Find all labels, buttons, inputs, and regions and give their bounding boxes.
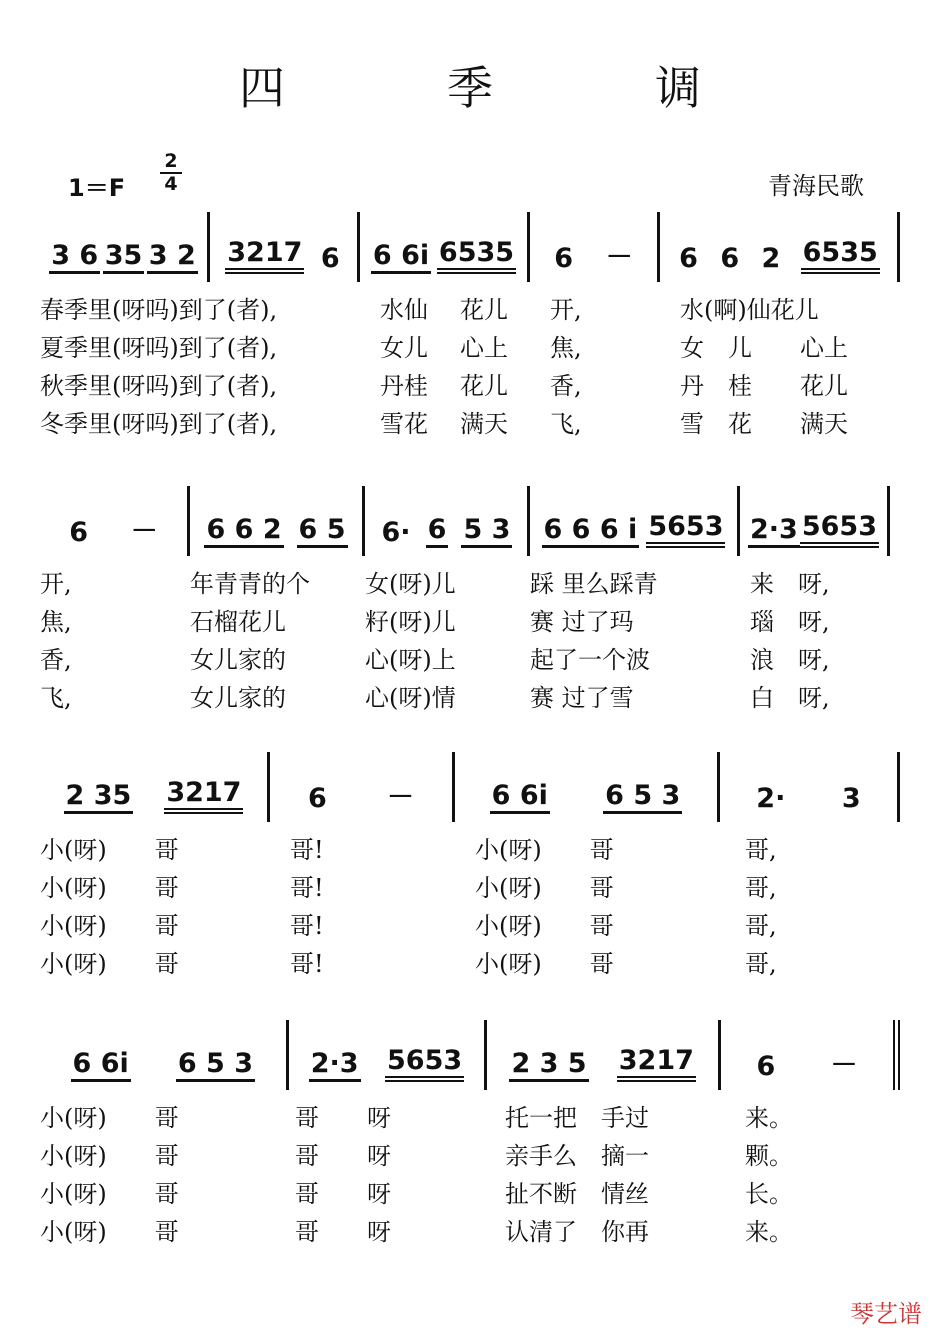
lyric: 花儿 — [460, 295, 508, 324]
measure — [487, 1020, 721, 1090]
lyric: 赛 过了玛 — [530, 607, 634, 636]
notation-line — [40, 752, 900, 822]
lyric: 女儿家的 — [190, 645, 286, 674]
score-system-3 — [40, 752, 900, 980]
note-group: 6535 — [801, 237, 880, 274]
lyrics-block — [40, 288, 900, 440]
note: 6 — [720, 243, 740, 274]
lyric: 小(呀) 哥 — [40, 873, 179, 902]
time-signature — [160, 152, 182, 194]
lyric: 满天 — [460, 409, 508, 438]
lyric: 认清了 你再 — [505, 1217, 649, 1246]
measure — [40, 752, 270, 822]
lyric: 颗。 — [745, 1141, 793, 1170]
lyric: 香, — [550, 371, 582, 400]
lyric: 哥! — [290, 911, 324, 940]
lyric: 丹 桂 花儿 — [680, 371, 848, 400]
lyric: 小(呀) 哥 — [40, 1179, 179, 1208]
lyric: 小(呀) 哥 — [475, 835, 614, 864]
note-group: 5 3 — [461, 514, 512, 548]
notation-line — [40, 212, 900, 282]
lyric: 焦, — [40, 607, 72, 636]
note-group: 6 6 6 i — [542, 514, 640, 548]
lyric: 女 儿 心上 — [680, 333, 848, 362]
note-group: 3217 — [225, 237, 304, 274]
lyric: 心(呀)上 — [365, 645, 456, 674]
time-signature-top: 2 — [164, 150, 178, 172]
lyric: 雪花 — [380, 409, 428, 438]
measure — [530, 212, 660, 282]
lyric: 来。 — [745, 1103, 793, 1132]
lyric-row — [40, 562, 900, 600]
note-group: 2·3 — [309, 1048, 361, 1082]
lyric: 开, — [550, 295, 582, 324]
song-origin: 青海民歌 — [768, 172, 864, 200]
lyric-row — [40, 364, 900, 402]
lyric-row — [40, 600, 900, 638]
lyric: 雪 花 满天 — [680, 409, 848, 438]
note-group: 6 — [426, 514, 449, 548]
measure — [740, 486, 890, 556]
lyric: 托一把 手过 — [505, 1103, 649, 1132]
note-group: 3 6 — [49, 240, 100, 274]
note: 2 — [761, 243, 781, 274]
lyric: 夏季里(呀吗)到了(者), — [40, 333, 278, 362]
measure — [720, 752, 900, 822]
lyric: 小(呀) 哥 — [40, 1217, 179, 1246]
dash: － — [386, 782, 414, 813]
lyric: 哥, — [745, 949, 777, 978]
lyric: 小(呀) 哥 — [475, 873, 614, 902]
note-group: 2 35 — [64, 780, 134, 814]
measure — [190, 486, 365, 556]
lyric: 飞, — [550, 409, 582, 438]
lyric-row — [40, 1096, 900, 1134]
measure — [40, 1020, 289, 1090]
lyric: 小(呀) 哥 — [475, 911, 614, 940]
lyric: 瑙 呀, — [750, 607, 830, 636]
measure — [210, 212, 360, 282]
lyric: 女(呀)儿 — [365, 569, 456, 598]
lyric: 赛 过了雪 — [530, 683, 634, 712]
note-group: 6 6 2 — [204, 514, 283, 548]
lyric: 浪 呀, — [750, 645, 830, 674]
note: 6 — [320, 243, 340, 274]
dash: － — [130, 516, 158, 547]
lyric: 哥, — [745, 873, 777, 902]
lyric: 小(呀) 哥 — [475, 949, 614, 978]
lyric: 扯不断 情丝 — [505, 1179, 649, 1208]
lyric: 开, — [40, 569, 72, 598]
lyric: 心(呀)情 — [365, 683, 456, 712]
score-system-1 — [40, 212, 900, 440]
lyric: 小(呀) 哥 — [40, 949, 179, 978]
note-group: 3217 — [617, 1045, 696, 1082]
lyric: 水(啊)仙花儿 — [680, 295, 819, 324]
lyric: 白 呀, — [750, 683, 830, 712]
lyric: 心上 — [460, 333, 508, 362]
key-signature: 1＝F — [68, 174, 126, 202]
lyric: 石榴花儿 — [190, 607, 286, 636]
lyric: 水仙 — [380, 295, 428, 324]
lyric-row — [40, 828, 900, 866]
dash: － — [830, 1050, 858, 1081]
song-title: 四 季 调 — [239, 61, 759, 115]
note-group: 6 6i — [71, 1048, 131, 1082]
notation-line — [40, 486, 900, 556]
dash: － — [605, 242, 633, 273]
note: 6 — [308, 783, 327, 814]
lyric-row — [40, 638, 900, 676]
note-group: 6535 — [437, 237, 516, 274]
lyric: 来 呀, — [750, 569, 830, 598]
note-group: 6 5 3 — [603, 780, 682, 814]
lyric-row — [40, 866, 900, 904]
watermark-logo: 琴艺谱 — [850, 1300, 922, 1328]
note-group: 5653 — [800, 511, 879, 548]
lyric: 小(呀) 哥 — [40, 911, 179, 940]
measure — [365, 486, 530, 556]
lyric: 焦, — [550, 333, 582, 362]
lyric: 哥, — [745, 911, 777, 940]
note: 6 — [679, 243, 698, 274]
lyric: 春季里(呀吗)到了(者), — [40, 295, 278, 324]
lyric: 长。 — [745, 1179, 793, 1208]
note-group: 2·3 — [748, 514, 800, 548]
lyric: 亲手么 摘一 — [505, 1141, 649, 1170]
note-group: 6 6i — [490, 780, 550, 814]
note-group: 3 2 — [147, 240, 198, 274]
measure — [40, 212, 210, 282]
note: 2· — [756, 783, 786, 814]
lyric: 哥! — [290, 835, 324, 864]
note-group: 35 — [103, 240, 145, 274]
lyric: 小(呀) 哥 — [40, 1141, 179, 1170]
lyric: 丹桂 — [380, 371, 428, 400]
note-group: 6 6i — [371, 240, 431, 274]
measure — [270, 752, 455, 822]
note-group: 5653 — [385, 1045, 464, 1082]
lyric-row — [40, 326, 900, 364]
lyric: 哥! — [290, 873, 324, 902]
note: 6 — [756, 1051, 776, 1082]
measure — [40, 486, 190, 556]
lyrics-block — [40, 828, 900, 980]
note: 3 — [841, 783, 861, 814]
lyric-row — [40, 942, 900, 980]
lyrics-block — [40, 1096, 900, 1248]
note: 6· — [381, 517, 411, 548]
lyric: 冬季里(呀吗)到了(者), — [40, 409, 278, 438]
note: 6 — [554, 243, 574, 274]
lyric: 哥 呀 — [295, 1103, 391, 1132]
lyric: 籽(呀)儿 — [365, 607, 456, 636]
lyric: 小(呀) 哥 — [40, 835, 179, 864]
lyric: 飞, — [40, 683, 72, 712]
score-system-4 — [40, 1020, 900, 1248]
time-signature-bottom: 4 — [164, 173, 178, 195]
lyric-row — [40, 676, 900, 714]
measure — [721, 1020, 900, 1090]
note-group: 5653 — [646, 511, 725, 548]
lyric-row — [40, 904, 900, 942]
measure — [289, 1020, 488, 1090]
score-system-2 — [40, 486, 900, 714]
lyric: 秋季里(呀吗)到了(者), — [40, 371, 278, 400]
lyric: 起了一个波 — [530, 645, 650, 674]
lyrics-block — [40, 562, 900, 714]
lyric-row — [40, 402, 900, 440]
measure — [530, 486, 740, 556]
note-group: 6 5 — [297, 514, 348, 548]
lyric-row — [40, 1172, 900, 1210]
lyric: 来。 — [745, 1217, 793, 1246]
lyric: 哥 呀 — [295, 1141, 391, 1170]
note: 6 — [69, 517, 89, 548]
lyric: 小(呀) 哥 — [40, 1103, 179, 1132]
lyric: 哥 呀 — [295, 1217, 391, 1246]
lyric: 哥! — [290, 949, 324, 978]
note-group: 3217 — [164, 777, 243, 814]
note-group: 2 3 5 — [509, 1048, 588, 1082]
lyric: 女儿 — [380, 333, 428, 362]
lyric: 踩 里么踩青 — [530, 569, 658, 598]
lyric: 哥, — [745, 835, 777, 864]
measure — [455, 752, 720, 822]
lyric: 女儿家的 — [190, 683, 286, 712]
lyric-row — [40, 1210, 900, 1248]
lyric-row — [40, 288, 900, 326]
lyric: 年青青的个 — [190, 569, 310, 598]
measure — [360, 212, 530, 282]
lyric: 香, — [40, 645, 72, 674]
notation-line — [40, 1020, 900, 1090]
lyric: 花儿 — [460, 371, 508, 400]
note-group: 6 5 3 — [176, 1048, 255, 1082]
measure — [660, 212, 900, 282]
lyric-row — [40, 1134, 900, 1172]
lyric: 哥 呀 — [295, 1179, 391, 1208]
